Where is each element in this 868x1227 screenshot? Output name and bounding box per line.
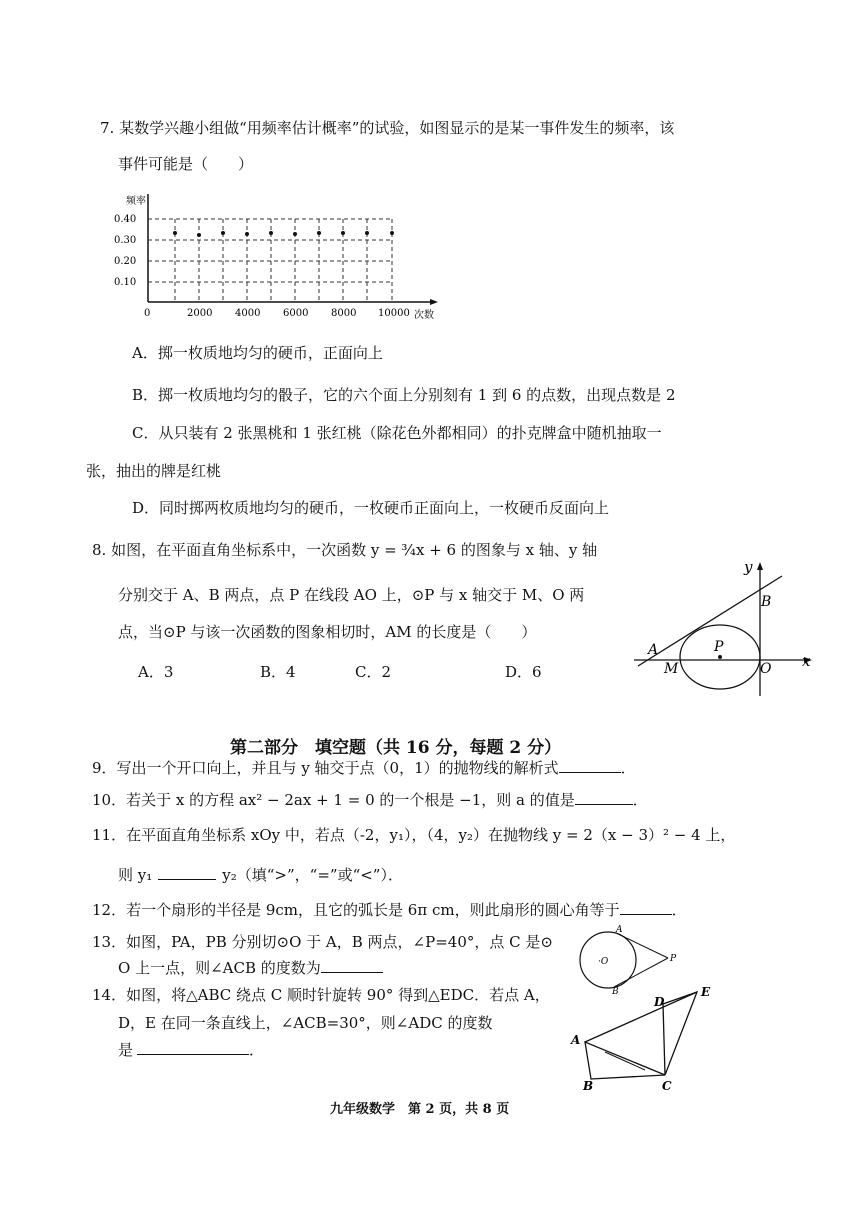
- q7-stem-line2: 事件可能是（ ）: [118, 155, 254, 173]
- q8-choice-d: D．6: [505, 663, 542, 681]
- q9-stem: 9．写出一个开口向上，并且与 y 轴交于点（0，1）的抛物线的解析式: [92, 759, 559, 777]
- q9-end: ．: [620, 759, 636, 777]
- q8-label-b: B: [761, 594, 772, 610]
- q10-answer-blank[interactable]: [575, 790, 633, 805]
- q11-line2: [118, 865, 403, 885]
- q14-label-a: A: [571, 1033, 581, 1047]
- q13-stem: O 上一点，则∠ACB 的度数为: [118, 959, 321, 977]
- q7-ytick: 0.10: [114, 277, 137, 288]
- q14-label-d: D: [654, 995, 665, 1009]
- q7-frequency-chart: [112, 190, 452, 325]
- q8-label-o: O: [760, 661, 772, 677]
- q10-stem: 10．若关于 x 的方程 ax² − 2ax + 1 = 0 的一个根是 −1，则 a 的值是: [92, 791, 575, 809]
- q11-y2-hint: y₂（填“>”，“=”或“<”）．: [222, 866, 403, 884]
- q7-xtick: 10000: [378, 308, 410, 319]
- q11-answer-blank[interactable]: [158, 865, 216, 880]
- q7-option-b: B．掷一枚质地均匀的骰子，它的六个面上分别刻有 1 到 6 的点数，出现点数是 2: [132, 386, 676, 404]
- q8-choice-b: B．4: [260, 663, 296, 681]
- q14-label-c: C: [662, 1079, 672, 1093]
- q7-ytick: 0.40: [114, 214, 137, 225]
- q8-line3: 点，当⊙P 与该一次函数的图象相切时，AM 的长度是（ ）: [118, 623, 537, 641]
- q7-xtick: 6000: [283, 308, 309, 319]
- q7-xlabel: 次数: [414, 310, 434, 321]
- q13-line2: [118, 958, 383, 978]
- q12-end: ．: [671, 901, 687, 919]
- q13-label-o: ·O: [598, 957, 609, 967]
- q7-xtick: 4000: [235, 308, 261, 319]
- q10-text: [92, 790, 648, 810]
- q8-line1: 8. 如图，在平面直角坐标系中，一次函数 y = ¾x + 6 的图象与 x 轴、y 轴: [92, 541, 598, 559]
- q9-text: [92, 758, 636, 778]
- section-2-title: 第二部分 填空题（共 16 分，每题 2 分）: [230, 738, 562, 758]
- q9-answer-blank[interactable]: [559, 758, 621, 773]
- q11-y1: 则 y₁: [118, 866, 153, 884]
- q13-label-b: B: [612, 987, 619, 994]
- q8-choice-a: A．3: [138, 663, 174, 681]
- q13-line1: 13．如图，PA，PB 分别切⊙O 于 A，B 两点，∠P=40°，点 C 是⊙: [92, 933, 553, 951]
- q8-label-m: M: [664, 661, 679, 677]
- q12-answer-blank[interactable]: [620, 900, 672, 915]
- q7-xtick: 2000: [187, 308, 213, 319]
- q8-label-x: x: [802, 652, 811, 670]
- q7-option-a: A．掷一枚质地均匀的硬币，正面向上: [132, 344, 383, 362]
- q13-label-a: A: [616, 925, 623, 935]
- q8-label-y: y: [744, 558, 753, 576]
- q13-answer-blank[interactable]: [321, 958, 383, 973]
- q8-choice-c: C．2: [355, 663, 392, 681]
- q12-stem: 12．若一个扇形的半径是 9cm，且它的弧长是 6π cm，则此扇形的圆心角等于: [92, 901, 620, 919]
- q7-xtick: 8000: [331, 308, 357, 319]
- q14-label-b: B: [583, 1079, 594, 1093]
- q14-answer-blank[interactable]: [137, 1040, 249, 1055]
- q7-option-c1: C．从只装有 2 张黑桃和 1 张红桃（除花色外都相同）的扑克牌盒中随机抽取一: [132, 424, 662, 442]
- q7-stem-line1: 7. 某数学兴趣小组做“用频率估计概率”的试验，如图显示的是某一事件发生的频率，该: [100, 119, 675, 137]
- q11-line1: 11．在平面直角坐标系 xOy 中，若点（-2，y₁），（4，y₂）在抛物线 y = 2（x − 3）² − 4 上，: [92, 826, 736, 844]
- q8-figure: [630, 558, 820, 698]
- q14-stem: 是: [118, 1041, 134, 1059]
- q14-line3: [118, 1040, 264, 1060]
- q7-ytick: 0.30: [114, 235, 137, 246]
- q7-option-c2: 张，抽出的牌是红桃: [86, 462, 222, 480]
- q14-figure: [565, 982, 725, 1094]
- q7-ytick: 0.20: [114, 256, 137, 267]
- q7-xtick: 0: [144, 308, 151, 319]
- q8-label-p: P: [714, 639, 724, 655]
- q14-line1: 14．如图，将△ABC 绕点 C 顺时针旋转 90° 得到△EDC．若点 A，: [92, 986, 550, 1004]
- q14-line2: D，E 在同一条直线上，∠ACB=30°，则∠ADC 的度数: [118, 1014, 493, 1032]
- q8-label-a: A: [648, 642, 659, 658]
- q14-end: ．: [249, 1041, 265, 1059]
- page-footer: 九年级数学 第 2 页，共 8 页: [330, 1102, 510, 1117]
- q7-ylabel: 频率: [126, 196, 146, 207]
- q13-label-p: P: [670, 954, 677, 964]
- q8-line2: 分别交于 A、B 两点，点 P 在线段 AO 上，⊙P 与 x 轴交于 M、O 两: [118, 586, 585, 604]
- q7-option-d: D．同时掷两枚质地均匀的硬币，一枚硬币正面向上，一枚硬币反面向上: [132, 499, 610, 517]
- q14-label-e: E: [701, 985, 711, 999]
- q10-end: ．: [632, 791, 648, 809]
- q12-text: [92, 900, 687, 920]
